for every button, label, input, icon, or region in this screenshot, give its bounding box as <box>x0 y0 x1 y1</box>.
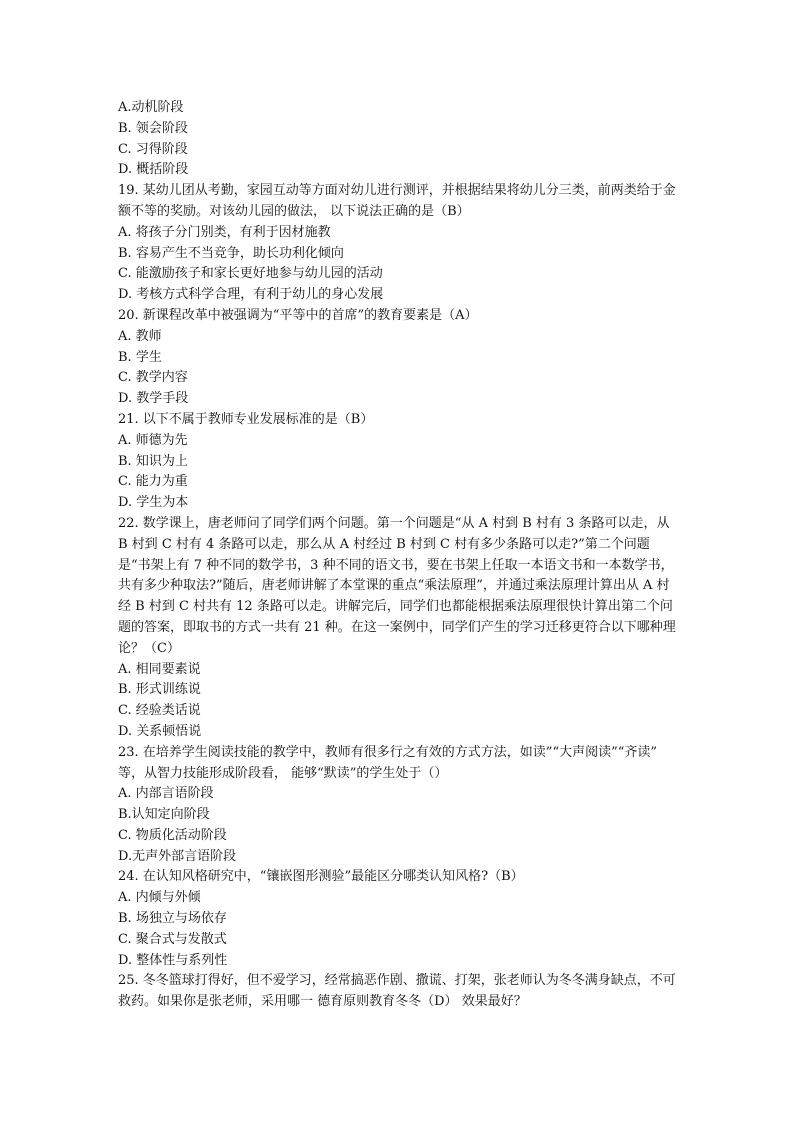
option-22b: B. 形式训练说 <box>118 682 201 698</box>
option-22c: C. 经验类话说 <box>118 703 201 719</box>
option-22a: A. 相同要素说 <box>118 661 201 677</box>
question-25: 25. 冬冬篮球打得好，但不爱学习，经常搞恶作剧、撒谎、打架，张老师认为冬冬满身缺点，不可救药。如果你是张老师，采用哪一 德育原则教育冬冬（D） 效果最好？ <box>118 973 676 1010</box>
question-19: 19. 某幼儿团从考勤，家园互动等方面对幼儿进行测评，并根据结果将幼儿分三类，前两类给于金额不等的奖励。对该幼儿园的做法， 以下说法正确的是（B） <box>118 183 676 219</box>
question-20: 20. 新课程改革中被强调为“平等中的首席”的教育要素是（A） <box>118 307 478 323</box>
option-24c: C. 聚合式与发散式 <box>118 931 227 947</box>
option-23d: D.无声外部言语阶段 <box>118 848 237 864</box>
option-24d: D. 整体性与系列性 <box>118 952 228 968</box>
option-20c: C. 教学内容 <box>118 370 188 386</box>
option-21a: A. 师德为先 <box>118 432 188 448</box>
option-20d: D. 教学手段 <box>118 391 189 407</box>
question-22: 22. 数学课上，唐老师问了同学们两个问题。第一个问题是“从 A 村到 B 村有 3 条路可以走，从 B 村到 C 村有 4 条路可以走，那么从 A 村经过 B 村到 C 村有多少条路可以走?”第二个问题是“书架上有 7 种不同的数学书，3 种不同的语文书，要在书架上任取一本语文书和一本数学书，共有多少种取法?”随后，唐老师讲解了本堂课的重点“乘法原理”，并通过乘法原理计算出从 A 村经 B 村到 C 村共有 12 条路可以走。讲解完后，同学们也都能根据乘法原理很快计算出第二个问题的答案，即取书的方式一共有 21 种。在这一案例中，同学们产生的学习迁移更符合以下哪种理论？（C） <box>118 515 676 656</box>
option-24a: A. 内倾与外倾 <box>118 890 201 906</box>
option-23c: C. 物质化活动阶段 <box>118 827 227 843</box>
option-18c: C. 习得阶段 <box>118 141 188 157</box>
question-24: 24. 在认知风格研究中，“镶嵌图形测验”最能区分哪类认知风格?（B） <box>118 869 524 885</box>
option-18a: A.动机阶段 <box>118 100 184 115</box>
option-24b: B. 场独立与场依存 <box>118 911 227 927</box>
exam-text-body <box>118 98 678 1013</box>
option-22d: D. 关系顿悟说 <box>118 723 202 739</box>
option-21b: B. 知识为上 <box>118 453 188 469</box>
option-21d: D. 学生为本 <box>118 495 189 511</box>
option-19c: C. 能激励孩子和家长更好地参与幼儿园的活动 <box>118 266 383 282</box>
option-20a: A. 教师 <box>118 328 162 344</box>
option-19d: D. 考核方式科学合理，有利于幼儿的身心发展 <box>118 287 384 303</box>
option-19b: B. 容易产生不当竞争，助长功利化倾向 <box>118 245 344 261</box>
option-18b: B. 领会阶段 <box>118 120 188 136</box>
option-23a: A. 内部言语阶段 <box>118 786 214 802</box>
option-19a: A. 将孩子分门别类，有利于因材施教 <box>118 224 331 240</box>
question-23: 23. 在培养学生阅读技能的教学中，教师有很多行之有效的方式方法，如读”“大声阅读”“齐读” 等，从智力技能形成阶段看， 能够“默读”的学生处于（） <box>118 744 658 781</box>
question-21: 21. 以下不属于教师专业发展标准的是（B） <box>118 411 374 427</box>
option-21c: C. 能力为重 <box>118 474 188 490</box>
option-20b: B. 学生 <box>118 349 162 365</box>
option-18d: D. 概括阶段 <box>118 162 189 178</box>
option-23b: B.认知定向阶段 <box>118 807 210 823</box>
